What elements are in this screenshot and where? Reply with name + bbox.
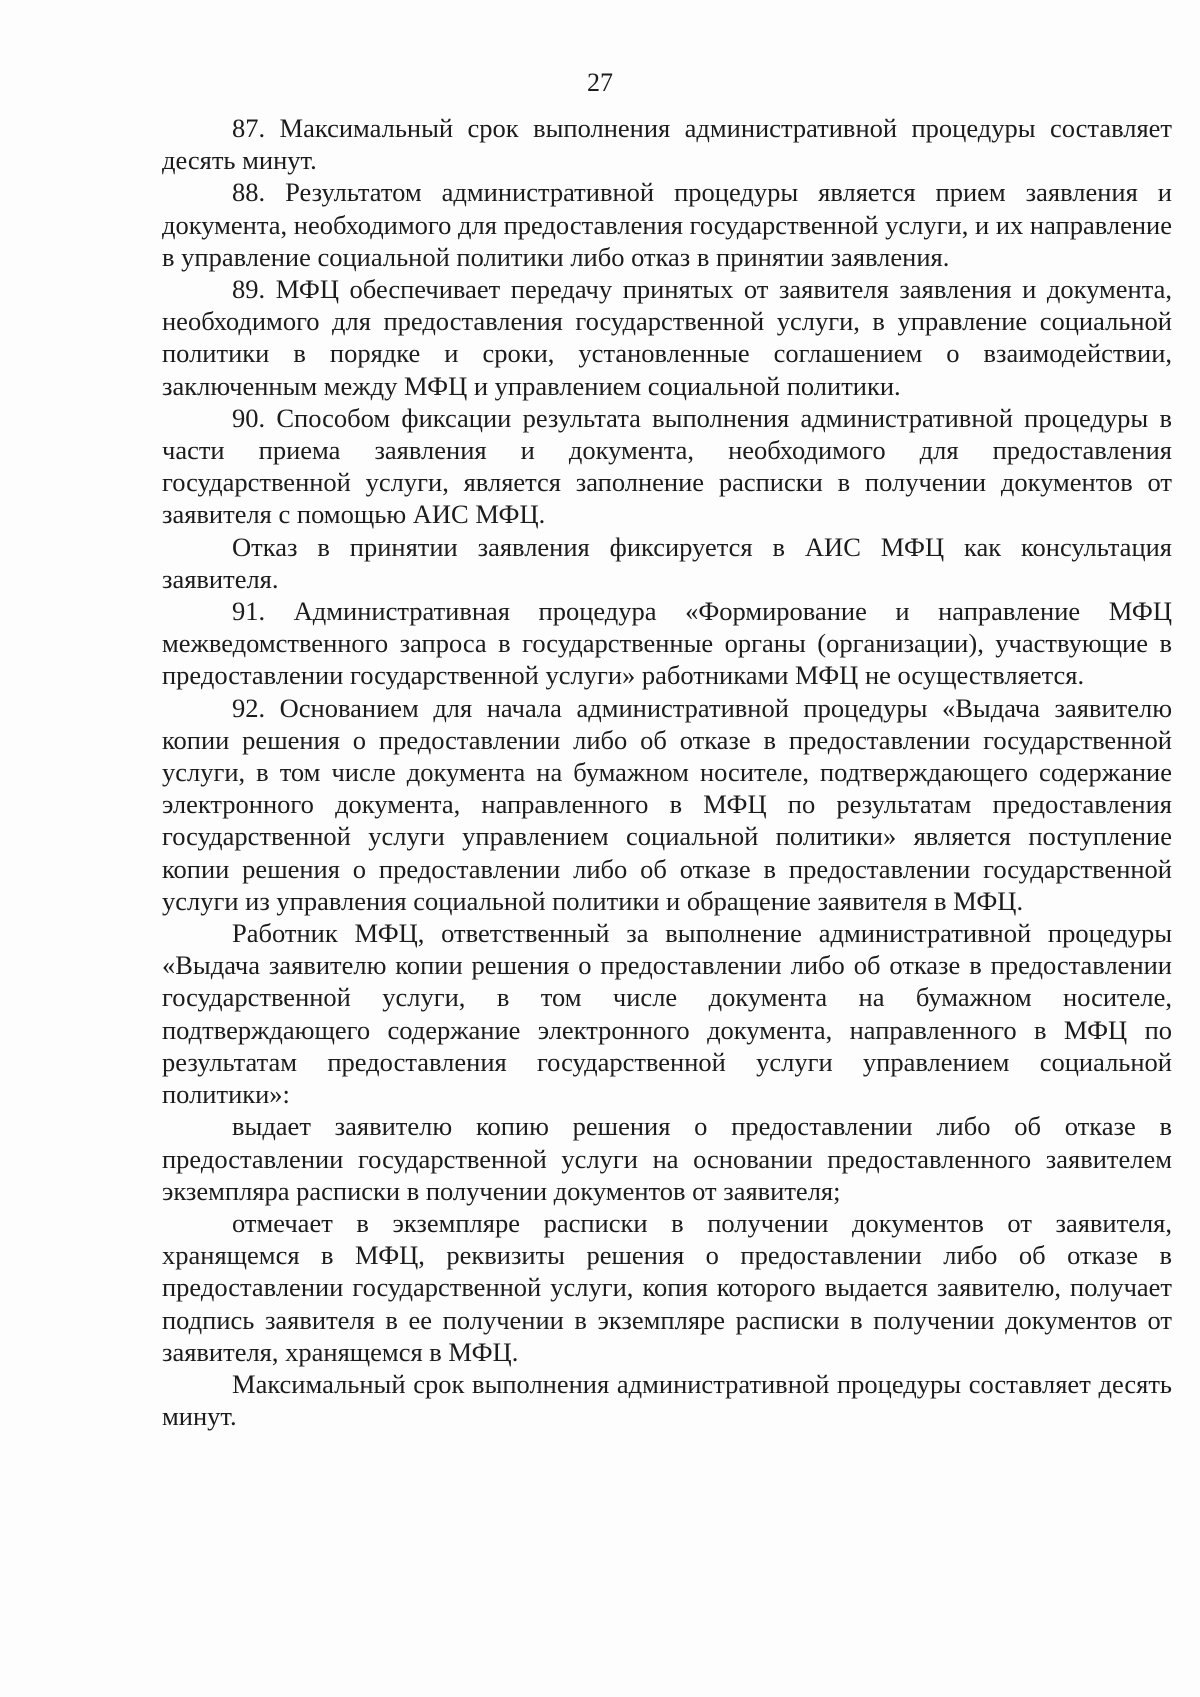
paragraph-92-employee: Работник МФЦ, ответственный за выполнение административной процедуры «Выдача заявителю копии решения о предоставлении либо об отказе в предоставлении государственной услуги, в том числе документа на бумажном носителе, подтверждающего содержание электронного документа, направленного в МФЦ по результатам предоставления государственной услуги управлением социальной политики»:	[162, 918, 1172, 1110]
paragraph-90-refusal: Отказ в принятии заявления фиксируется в АИС МФЦ как консультация заявителя.	[162, 531, 1172, 594]
paragraph-89: 89. МФЦ обеспечивает передачу принятых от заявителя заявления и документа, необходимого для предоставления государственной услуги, в управление социальной политики в порядке и сроки, установленные соглашением о взаимодействии, заключенным между МФЦ и управлением социальной политики.	[162, 274, 1172, 401]
page-number: 27	[587, 68, 613, 97]
paragraph-92-max-time: Максимальный срок выполнения административной процедуры составляет десять минут.	[162, 1368, 1172, 1432]
document-body	[162, 112, 1172, 1432]
paragraph-92-issues-copy: выдает заявителю копию решения о предоставлении либо об отказе в предоставлении государственной услуги на основании предоставленного заявителем экземпляра расписки в получении документов от заявителя;	[162, 1111, 1172, 1206]
paragraph-91: 91. Административная процедура «Формирование и направление МФЦ межведомственного запроса в государственные органы (организации), участвующие в предоставлении государственной услуги» работниками МФЦ не осуществляется.	[162, 596, 1172, 691]
paragraph-88: 88. Результатом административной процедуры является прием заявления и документа, необходимого для предоставления государственной услуги, и их направление в управление социальной политики либо отказ в принятии заявления.	[162, 177, 1172, 272]
paragraph-87: 87. Максимальный срок выполнения административной процедуры составляет десять минут.	[162, 113, 1172, 176]
paragraph-90: 90. Способом фиксации результата выполнения административной процедуры в части приема заявления и документа, необходимого для предоставления государственной услуги, является заполнение расписки в получении документов от заявителя с помощью АИС МФЦ.	[162, 402, 1172, 530]
paragraph-92-marks-receipt: отмечает в экземпляре расписки в получении документов от заявителя, хранящемся в МФЦ, реквизиты решения о предоставлении либо об отказе в предоставлении государственной услуги, копия которого выдается заявителю, получает подпись заявителя в ее получении в экземпляре расписки в получении документов от заявителя, хранящемся в МФЦ.	[162, 1207, 1172, 1367]
paragraph-92: 92. Основанием для начала административной процедуры «Выдача заявителю копии решения о предоставлении либо об отказе в предоставлении государственной услуги, в том числе документа на бумажном носителе, подтверждающего содержание электронного документа, направленного в МФЦ по результатам предоставления государственной услуги управлением социальной политики» является поступление копии решения о предоставлении либо об отказе в предоставлении государственной услуги из управления социальной политики и обращение заявителя в МФЦ.	[162, 692, 1172, 916]
